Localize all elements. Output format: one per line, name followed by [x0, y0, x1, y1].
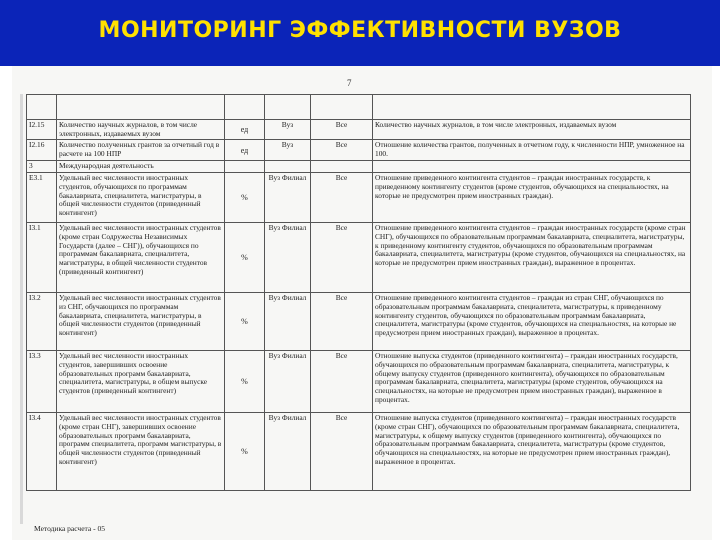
indicator-level: Вуз Филиал — [265, 293, 311, 351]
header-cell — [265, 95, 311, 120]
indicator-code: I2.15 — [27, 120, 57, 140]
section-title: Международная деятельность — [57, 161, 225, 173]
indicator-code: I3.4 — [27, 413, 57, 491]
section-number: 3 — [27, 161, 57, 173]
table-row — [27, 413, 691, 491]
indicator-code: I3.3 — [27, 351, 57, 413]
indicator-method: Отношение выпуска студентов (приведенного контингента) – граждан иностранных государств (кроме стран СНГ), обучающихся по образовательным программам бакалавриата, специалитета, магистратуры, к общему выпуску студентов (приведенного контингента), обучающихся по образовательным программам бакалавриата, специалитета, магистратуры (кроме студентов, обучающихся на специальностях, на которые не предусмотрен прием иностранных граждан), выраженное в процентах. — [373, 413, 691, 491]
table-row — [27, 351, 691, 413]
scan-edge — [20, 94, 23, 524]
indicator-code: I2.16 — [27, 140, 57, 161]
indicator-scope: Все — [311, 223, 373, 293]
indicator-scope: Все — [311, 413, 373, 491]
indicator-code: E3.1 — [27, 173, 57, 223]
indicator-name: Удельный вес численности иностранных студентов (кроме стран Содружества Независимых Государств (далее – СНГ)), обучающихся по программам бакалавриата, специалитета, магистратуры, в общей численности студентов (приведенный контингент) — [57, 223, 225, 293]
header-cell — [373, 95, 691, 120]
header-cell — [225, 95, 265, 120]
indicator-name: Удельный вес численности иностранных студентов (кроме стран СНГ), завершивших освоение образовательных программ бакалавриата, программ специалитета, программ магистратуры, в общей численности студентов (приведенный контингент) — [57, 413, 225, 491]
indicator-level: Вуз Филиал — [265, 351, 311, 413]
indicator-method: Отношение количества грантов, полученных в отчетном году, к численности НПР, умноженное на 100. — [373, 140, 691, 161]
indicator-code: I3.1 — [27, 223, 57, 293]
indicator-unit: ед — [225, 140, 265, 161]
table-row — [27, 120, 691, 140]
footer-note: Методика расчета - 05 — [34, 524, 105, 533]
section-row — [27, 161, 691, 173]
indicator-level: Вуз Филиал — [265, 173, 311, 223]
indicator-scope: Все — [311, 120, 373, 140]
indicator-method: Отношение приведенного контингента студентов – граждан иностранных государств, к приведенному контингенту студентов (кроме студентов, обучающихся на специальностях, на которые не предусмотрен прием иностранных граждан). — [373, 173, 691, 223]
indicator-scope: Все — [311, 173, 373, 223]
page-number: 7 — [347, 78, 352, 88]
table-row — [27, 223, 691, 293]
indicator-level: Вуз — [265, 120, 311, 140]
empty-cell — [225, 161, 265, 173]
header-cell — [57, 95, 225, 120]
table-row — [27, 293, 691, 351]
indicator-table — [26, 94, 691, 491]
scanned-document — [12, 66, 712, 540]
indicator-name: Удельный вес численности иностранных студентов, обучающихся по программам бакалавриата, специалитета, магистратуры, в общей численности студентов (приведенный контингент) — [57, 173, 225, 223]
table-header-row — [27, 95, 691, 120]
slide-title: МОНИТОРИНГ ЭФФЕКТИВНОСТИ ВУЗОВ — [98, 18, 622, 43]
indicator-code: I3.2 — [27, 293, 57, 351]
indicator-unit: % — [225, 293, 265, 351]
indicator-method: Отношение приведенного контингента студентов – граждан иностранных государств (кроме стран СНГ), обучающихся по образовательным программам бакалавриата, специалитета, магистратуры, к приведенному контингенту студентов, обучающихся по образовательным программам бакалавриата, специалитета, магистратуры (кроме студентов, обучающихся на специальностях, на которые не предусмотрен прием иностранных граждан), выраженное в процентах. — [373, 223, 691, 293]
header-cell — [311, 95, 373, 120]
empty-cell — [373, 161, 691, 173]
indicator-method: Отношение выпуска студентов (приведенного контингента) – граждан иностранных государств, обучающихся по образовательным программам бакалавриата, специалитета, магистратуры, к общему выпуску студентов (приведенного контингента), обучающихся по образовательным программам бакалавриата, специалитета, магистратуры (кроме студентов, обучающихся на специальностях, на которые не предусмотрен прием иностранных граждан), выраженное в процентах. — [373, 351, 691, 413]
indicator-method: Отношение приведенного контингента студентов – граждан из стран СНГ, обучающихся по образовательным программам бакалавриата, специалитета, магистратуры, к приведенному контингенту студентов, обучающихся по образовательным программам бакалавриата, специалитета, магистратуры (кроме студентов, обучающихся на специальностях, на которые не предусмотрен прием иностранных граждан), выраженное в процентах. — [373, 293, 691, 351]
indicator-level: Вуз Филиал — [265, 413, 311, 491]
empty-cell — [311, 161, 373, 173]
indicator-unit: % — [225, 413, 265, 491]
indicator-scope: Все — [311, 293, 373, 351]
indicator-name: Количество полученных грантов за отчетный год в расчете на 100 НПР — [57, 140, 225, 161]
indicator-scope: Все — [311, 351, 373, 413]
indicator-name: Удельный вес численности иностранных студентов, завершивших освоение образовательных программ бакалавриата, специалитета, магистратуры, в общем выпуске студентов (приведенный контингент) — [57, 351, 225, 413]
table-row — [27, 140, 691, 161]
indicator-method: Количество научных журналов, в том числе электронных, издаваемых вузом — [373, 120, 691, 140]
header-cell — [27, 95, 57, 120]
title-banner — [0, 0, 720, 66]
empty-cell — [265, 161, 311, 173]
indicator-name: Количество научных журналов, в том числе электронных, издаваемых вузом — [57, 120, 225, 140]
indicator-name: Удельный вес численности иностранных студентов из СНГ, обучающихся по программам бакалавриата, специалитета, магистратуры, в общей численности студентов (приведенный контингент) — [57, 293, 225, 351]
indicator-unit: ед — [225, 120, 265, 140]
table-row — [27, 173, 691, 223]
indicator-scope: Все — [311, 140, 373, 161]
indicator-level: Вуз Филиал — [265, 223, 311, 293]
indicator-unit: % — [225, 173, 265, 223]
indicator-unit: % — [225, 223, 265, 293]
indicator-level: Вуз — [265, 140, 311, 161]
indicator-unit: % — [225, 351, 265, 413]
